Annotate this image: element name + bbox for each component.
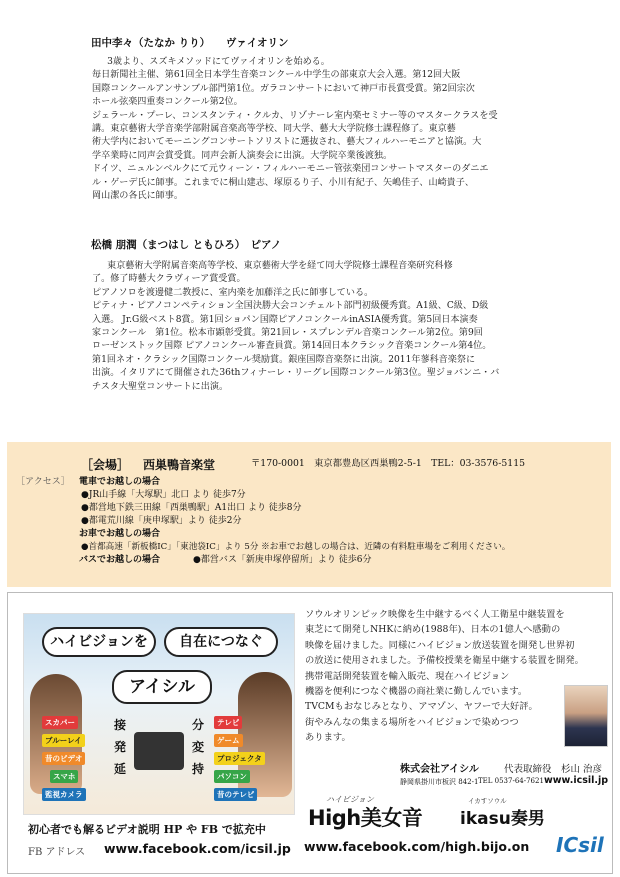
desc-line: あります。	[305, 732, 351, 744]
venue-address: 〒170-0001 東京都豊島区西巣鴨2-5-1 TEL：03-3576-5115	[251, 458, 526, 469]
tag-left: 監視カメラ	[42, 788, 86, 801]
car-heading: お車でお越しの場合	[79, 529, 161, 539]
bio-line: ローゼンストック国際 ピアノコンクール審査員賞。第14回日本クラシック音楽コンクール第4位。	[92, 341, 492, 352]
bus-heading: バスでお越しの場合	[79, 555, 161, 565]
kanji: 変	[191, 740, 204, 754]
train-heading: 電車でお越しの場合	[79, 477, 161, 487]
tag-left: 昔のビデオ	[42, 752, 85, 765]
tag-left: スマホ	[50, 770, 78, 783]
ad-visual	[23, 613, 295, 815]
company-url-link[interactable]: www.icsil.jp	[544, 775, 609, 786]
tag-left: ブルーレイ	[42, 734, 85, 747]
performer-2-bio	[92, 260, 500, 394]
tag-left: スカパー	[42, 716, 78, 729]
venue-label: ［会場］	[81, 458, 130, 472]
bio-line: ジェラール・プーレ、コンスタンティ・クルカ、リゾナーレ室内楽セミナー等のマスタークラスを受	[92, 110, 498, 121]
bio-line: 家コンクール 第1位。松本市顕彰受賞。第21回レ・スプレンデル音楽コンクール第2位。第9回	[92, 328, 483, 339]
bio-line: ホール弦楽四重奏コンクール第2位。	[92, 97, 243, 108]
bio-line: 術大学内においてモーニングコンサートソリストに選抜され、藝大フィルハーモニアと協演。大	[92, 137, 482, 148]
kanji: 発	[113, 740, 126, 754]
ceo-name: 代表取締役 杉山 治彦	[504, 764, 603, 775]
bio-line: チスタ大聖堂コンサートに出演。	[92, 381, 229, 392]
desc-line: 映像を届けました。同様にハイビジョン放送装置を開発し世界初	[305, 639, 575, 651]
company-name: 株式会社アイシル	[400, 764, 479, 775]
venue-name: 西巣鴨音楽堂	[143, 458, 216, 472]
desc-line: 東芝にて開発しNHKに納め(1988年)、日本の1億人へ感動の	[305, 624, 561, 636]
bio-line: 了。修了時藝大クラヴィーア賞受賞。	[92, 274, 246, 285]
logo-sub-2: イカすソウル	[468, 797, 507, 805]
bio-line: 第1回ネオ・クラシック国際コンクール奨励賞。銀座国際音楽祭に出演。2011年蓼科音楽祭に	[92, 354, 476, 365]
brand-aisiru: アイシル	[112, 670, 212, 704]
kanji: 延	[113, 762, 126, 776]
train-line: ●JR山手線「大塚駅」北口 より 徒歩7分	[81, 490, 246, 500]
bio-line: 入選。 Jr.G級ベスト8賞。第1回ショパン国際ピアノコンクールinASIA優秀賞。第5回日本演奏	[92, 314, 478, 325]
pill-hivision: ハイビジョンを	[42, 627, 156, 657]
bio-line: 3歳より、スズキメソッドにてヴァイオリンを始める。	[98, 57, 330, 67]
tag-right: テレビ	[214, 716, 242, 729]
bio-line: 国際コンクールアンサンブル部門第1位。ガラコンサートにおいて神戸市長賞受賞。第2回宗次	[92, 83, 475, 94]
bio-line: ドイツ、ニュルンベルクにて元ウィーン・フィルハーモニー管弦楽団コンサートマスターのダニエ	[92, 164, 489, 175]
desc-line: 街やみんなの集まる場所をハイビジョンで染めつつ	[305, 716, 519, 728]
company-description	[305, 607, 584, 746]
company-address: 静岡県掛川市板沢 842-1	[400, 778, 479, 786]
desc-line: の放送に使用されました。予備校授業を衛星中継する装置を開発。	[305, 655, 584, 667]
icsil-logo: ICsil	[556, 833, 604, 857]
performer-1-bio	[92, 56, 498, 203]
tag-right: プロジェクタ	[214, 752, 265, 765]
bio-line: 岡山潔の各氏に師事。	[92, 191, 183, 202]
desc-line: 機器を便利につなぐ機器の商社業に勤しんでいます。	[305, 686, 528, 698]
train-line: ●都電荒川線「庚申塚駅」より 徒歩2分	[81, 516, 242, 526]
desc-line: TVCMもおなじみとなり、アマゾン、ヤフーで大好評。	[305, 701, 538, 713]
ceo-portrait	[564, 685, 608, 747]
bio-line: 東京藝術大学附属音楽高等学校、東京藝術大学を経て同大学院修士課程音楽研究科修	[98, 261, 453, 271]
bio-line: 毎日新聞社主催、第61回全日本学生音楽コンクール中学生の部東京大会入選。第12回大阪	[92, 70, 461, 81]
performer-2-name: 松橋 朋潤（まつはし ともひろ） ピアノ	[91, 239, 282, 251]
bio-line: ピティナ・ピアノコンペティション全国決勝大会コンチェルト部門初級優秀賞。A1級、C級、D級	[92, 301, 489, 312]
pill-jizai: 自在につなぐ	[164, 627, 278, 657]
car-line: ●首都高速「新板橋IC」「東池袋IC」より 5分 ※お車でお越しの場合は、近隣の有料駐車場をご利用ください。	[81, 542, 511, 552]
device-image	[134, 732, 184, 770]
bio-line: 講。東京藝術大学音楽学部附属音楽高等学校、同大学、藝大大学院修士課程修了。東京藝	[92, 124, 456, 135]
bio-line: 学卒業時に同声会賞受賞。同声会新人演奏会に出演。大学院卒業後渡独。	[92, 150, 393, 161]
tag-right: 昔のテレビ	[214, 788, 257, 801]
bottom-fb-url-link[interactable]: www.facebook.com/high.bijo.on	[304, 839, 530, 854]
bio-line: ル・ゲーデ氏に師事。これまでに桐山建志、塚原るり子、小川有紀子、矢嶋佳子、山崎貴子、	[92, 177, 474, 188]
ad-caption: 初心者でも解るビデオ説明 HP や FB で拡充中	[28, 823, 266, 836]
access-label: ［アクセス］	[16, 477, 70, 487]
company-tel: TEL 0537-64-7621	[478, 777, 544, 785]
logo-ikasu-soul: ikasu奏男	[460, 809, 545, 829]
train-line: ●都営地下鉄三田線「西巣鴨駅」A1出口 より 徒歩8分	[81, 503, 302, 513]
logo-sub-1: ハイビジョン	[326, 795, 374, 804]
bus-line: ●都営バス「新庚申塚停留所」より 徒歩6分	[193, 555, 372, 565]
performer-1-name: 田中李々（たなか りり） ヴァイオリン	[91, 37, 289, 49]
bio-line: 出演。イタリアにて開催された36thフィナーレ・リーグレ国際コンクール第3位。聖ジョバンニ・バ	[92, 368, 500, 379]
kanji: 持	[191, 762, 204, 776]
kanji: 分	[191, 718, 204, 732]
advertisement	[7, 592, 613, 874]
bio-line: ピアノソロを渡邊健二教授に、室内楽を加藤洋之氏に師事している。	[92, 287, 374, 298]
fb-label: FB アドレス	[28, 847, 86, 858]
logo-high-bijo-on: High美女音	[308, 806, 423, 830]
kanji: 接	[113, 718, 126, 732]
tag-right: ゲーム	[214, 734, 243, 747]
desc-line: ソウルオリンピック映像を生中継するべく人工衛星中継装置を	[305, 609, 565, 620]
venue-box	[7, 442, 611, 587]
fb-url-link[interactable]: www.facebook.com/icsil.jp	[104, 841, 291, 856]
kanji-col-b	[190, 714, 206, 780]
desc-line: 携帯電話開発装置を輸入販売、現在ハイビジョン	[305, 670, 510, 682]
tag-right: パソコン	[214, 770, 250, 783]
kanji-col-a	[112, 714, 128, 780]
